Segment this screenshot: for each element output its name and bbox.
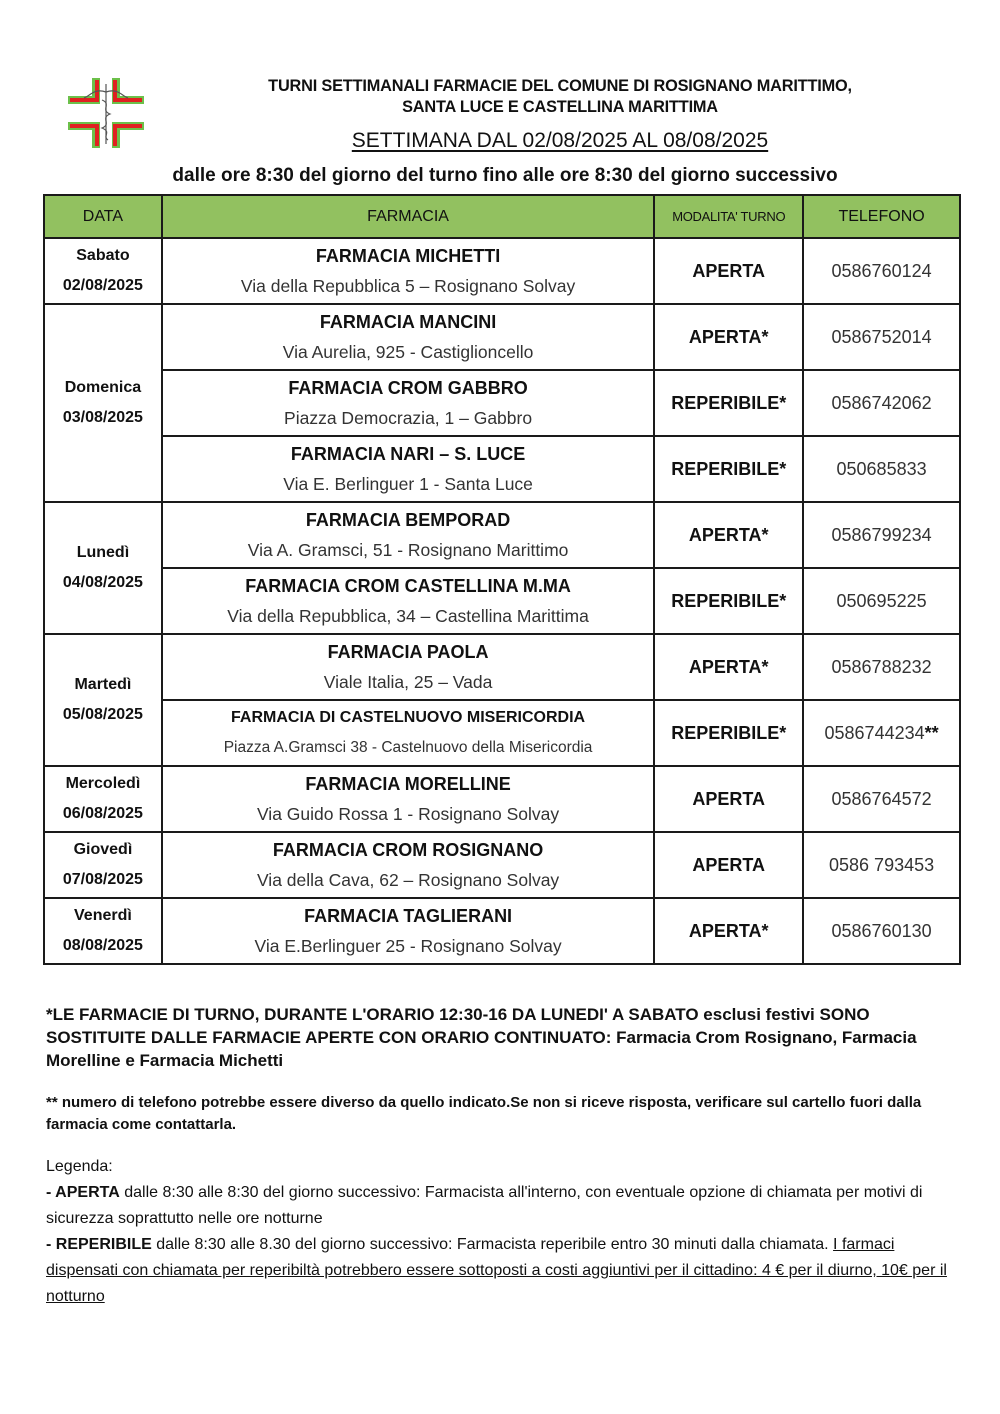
- pharmacy-cell: [162, 304, 654, 370]
- day-date: 04/08/2025: [62, 574, 143, 591]
- day-date: 03/08/2025: [62, 409, 143, 426]
- date-cell: [44, 898, 162, 964]
- pharmacy-address: Via Aurelia, 925 - Castiglioncello: [282, 342, 534, 362]
- table-row: [44, 238, 960, 304]
- title-line-1: TURNI SETTIMANALI FARMACIE DEL COMUNE DI ROSIGNANO MARITTIMO,: [268, 76, 852, 95]
- pharmacy-name: FARMACIA BEMPORAD: [305, 510, 511, 530]
- column-header-telefono: TELEFONO: [803, 195, 960, 238]
- phone-cell: [803, 238, 960, 304]
- shift-mode: REPERIBILE*: [654, 700, 803, 766]
- phone-footnote-marker: **: [924, 722, 939, 743]
- pharmacy-cell: [162, 568, 654, 634]
- day-name: Giovedì: [73, 841, 133, 858]
- pharmacy-name: FARMACIA CROM GABBRO: [288, 378, 528, 398]
- shift-mode: APERTA: [654, 832, 803, 898]
- table-row: [44, 436, 960, 502]
- pharmacy-cell: [162, 898, 654, 964]
- note-substitution: *LE FARMACIE DI TURNO, DURANTE L'ORARIO 12:30-16 DA LUNEDI' A SABATO esclusi festivi SONO SOSTITUITE DALLE FARMACIE APERTE CON ORARIO CONTINUATO: Farmacia Crom Rosignano, Farmacia Morelline e Farmacia Michetti: [46, 1005, 917, 1070]
- phone-number: 0586760124: [831, 260, 932, 281]
- legend: [46, 1154, 966, 1310]
- phone-number: 0586788232: [831, 656, 932, 677]
- phone-number: 0586752014: [831, 326, 932, 347]
- legend-reperibile-costs: I farmaci dispensati con chiamata per reperibiltà potrebbero essere sottoposti a costi aggiuntivi per il cittadino: 4 € per il diurno, 10€ per il notturno: [46, 1236, 947, 1305]
- shift-mode: REPERIBILE*: [654, 436, 803, 502]
- shift-mode: APERTA: [654, 238, 803, 304]
- phone-cell: [803, 634, 960, 700]
- week-range: SETTIMANA DAL 02/08/2025 AL 08/08/2025: [351, 129, 769, 152]
- table-row: [44, 304, 960, 370]
- legend-aperta-text: dalle 8:30 alle 8:30 del giorno successivo: Farmacista all'interno, con eventuale opzione di chiamata per motivi di sicurezza soprattutto nelle ore notturne: [46, 1184, 923, 1227]
- phone-cell: [803, 898, 960, 964]
- document-title: [166, 75, 953, 117]
- pharmacy-name: FARMACIA PAOLA: [327, 642, 489, 662]
- pharmacy-name: FARMACIA DI CASTELNUOVO MISERICORDIA: [231, 709, 586, 726]
- pharmacy-cell: [162, 634, 654, 700]
- note-phone: ** numero di telefono potrebbe essere diverso da quello indicato.Se non si riceve risposta, verificare sul cartello fuori dalla farmacia come contattarla.: [46, 1094, 922, 1133]
- day-date: 05/08/2025: [62, 706, 143, 723]
- phone-cell: [803, 700, 960, 766]
- table-row: [44, 568, 960, 634]
- table-row: [44, 634, 960, 700]
- phone-number: 0586 793453: [829, 854, 935, 875]
- phone-cell: [803, 766, 960, 832]
- phone-number: 0586760130: [831, 920, 932, 941]
- legend-reperibile-text: dalle 8:30 alle 8.30 del giorno successivo: Farmacista reperibile entro 30 minuti dalla chiamata.: [151, 1236, 834, 1253]
- table-header-row: [44, 195, 960, 238]
- pharmacy-cross-caduceus-icon: [68, 78, 144, 148]
- day-name: Martedì: [74, 676, 132, 693]
- pharmacy-address: Viale Italia, 25 – Vada: [323, 672, 493, 692]
- phone-cell: [803, 502, 960, 568]
- shift-mode: APERTA*: [654, 898, 803, 964]
- table-row: [44, 766, 960, 832]
- shift-mode: REPERIBILE*: [654, 568, 803, 634]
- date-cell: [44, 238, 162, 304]
- table-row: [44, 700, 960, 766]
- day-date: 02/08/2025: [62, 277, 143, 294]
- phone-cell: [803, 832, 960, 898]
- phone-number: 050685833: [836, 458, 927, 479]
- shift-mode: APERTA*: [654, 502, 803, 568]
- date-cell: [44, 502, 162, 634]
- column-header-data: DATA: [44, 195, 162, 238]
- shift-hours: dalle ore 8:30 del giorno del turno fino alle ore 8:30 del giorno successivo: [172, 165, 838, 186]
- pharmacy-cell: [162, 832, 654, 898]
- date-cell: [44, 634, 162, 766]
- pharmacy-cell: [162, 502, 654, 568]
- day-date: 08/08/2025: [62, 937, 143, 954]
- date-cell: [44, 832, 162, 898]
- pharmacy-address: Via E.Berlinguer 25 - Rosignano Solvay: [254, 936, 562, 956]
- pharmacy-address: Via E. Berlinguer 1 - Santa Luce: [283, 474, 533, 494]
- day-name: Mercoledì: [65, 775, 141, 792]
- table-row: [44, 832, 960, 898]
- phone-number: 050695225: [836, 590, 927, 611]
- pharmacy-address: Via della Cava, 62 – Rosignano Solvay: [256, 870, 560, 890]
- shift-mode: REPERIBILE*: [654, 370, 803, 436]
- table-row: [44, 502, 960, 568]
- column-header-farmacia: FARMACIA: [162, 195, 654, 238]
- column-header-modalita: MODALITA' TURNO: [654, 195, 803, 238]
- schedule-table: [43, 194, 961, 965]
- legend-aperta-term: - APERTA: [46, 1184, 120, 1201]
- phone-cell: [803, 436, 960, 502]
- phone-cell: [803, 370, 960, 436]
- pharmacy-address: Via della Repubblica, 34 – Castellina Marittima: [227, 606, 589, 626]
- legend-aperta: [46, 1180, 966, 1232]
- day-name: Sabato: [76, 247, 130, 264]
- phone-number: 0586742062: [831, 392, 932, 413]
- legend-reperibile-term: - REPERIBILE: [46, 1236, 152, 1253]
- pharmacy-address: Via A. Gramsci, 51 - Rosignano Marittimo: [247, 540, 569, 560]
- day-name: Domenica: [64, 379, 142, 396]
- notes-section: [46, 1003, 966, 1310]
- pharmacy-name: FARMACIA TAGLIERANI: [304, 906, 513, 926]
- legend-reperibile: [46, 1232, 966, 1310]
- phone-cell: [803, 568, 960, 634]
- date-cell: [44, 766, 162, 832]
- pharmacy-name: FARMACIA CROM CASTELLINA M.MA: [245, 576, 571, 596]
- pharmacy-cell: [162, 700, 654, 766]
- pharmacy-name: FARMACIA CROM ROSIGNANO: [272, 840, 544, 860]
- title-line-2: SANTA LUCE E CASTELLINA MARITTIMA: [402, 97, 718, 116]
- table-row: [44, 898, 960, 964]
- phone-number: 0586744234: [824, 722, 925, 743]
- day-name: Lunedì: [76, 544, 130, 561]
- day-name: Venerdì: [74, 907, 132, 924]
- legend-title: Legenda:: [46, 1158, 113, 1175]
- pharmacy-address: Piazza A.Gramsci 38 - Castelnuovo della Misericordia: [223, 739, 593, 756]
- shift-mode: APERTA: [654, 766, 803, 832]
- pharmacy-name: FARMACIA MORELLINE: [305, 774, 511, 794]
- pharmacy-name: FARMACIA NARI – S. LUCE: [290, 444, 526, 464]
- pharmacy-cell: [162, 436, 654, 502]
- day-date: 06/08/2025: [62, 805, 143, 822]
- pharmacy-cell: [162, 238, 654, 304]
- pharmacy-address: Via Guido Rossa 1 - Rosignano Solvay: [256, 804, 560, 824]
- phone-number: 0586799234: [831, 524, 932, 545]
- phone-number: 0586764572: [831, 788, 932, 809]
- phone-cell: [803, 304, 960, 370]
- pharmacy-name: FARMACIA MICHETTI: [315, 246, 501, 266]
- day-date: 07/08/2025: [62, 871, 143, 888]
- pharmacy-address: Piazza Democrazia, 1 – Gabbro: [284, 408, 533, 428]
- shift-mode: APERTA*: [654, 634, 803, 700]
- table-row: [44, 370, 960, 436]
- pharmacy-name: FARMACIA MANCINI: [319, 312, 497, 332]
- pharmacy-cell: [162, 766, 654, 832]
- shift-mode: APERTA*: [654, 304, 803, 370]
- pharmacy-cell: [162, 370, 654, 436]
- pharmacy-address: Via della Repubblica 5 – Rosignano Solvay: [240, 276, 576, 296]
- date-cell: [44, 304, 162, 502]
